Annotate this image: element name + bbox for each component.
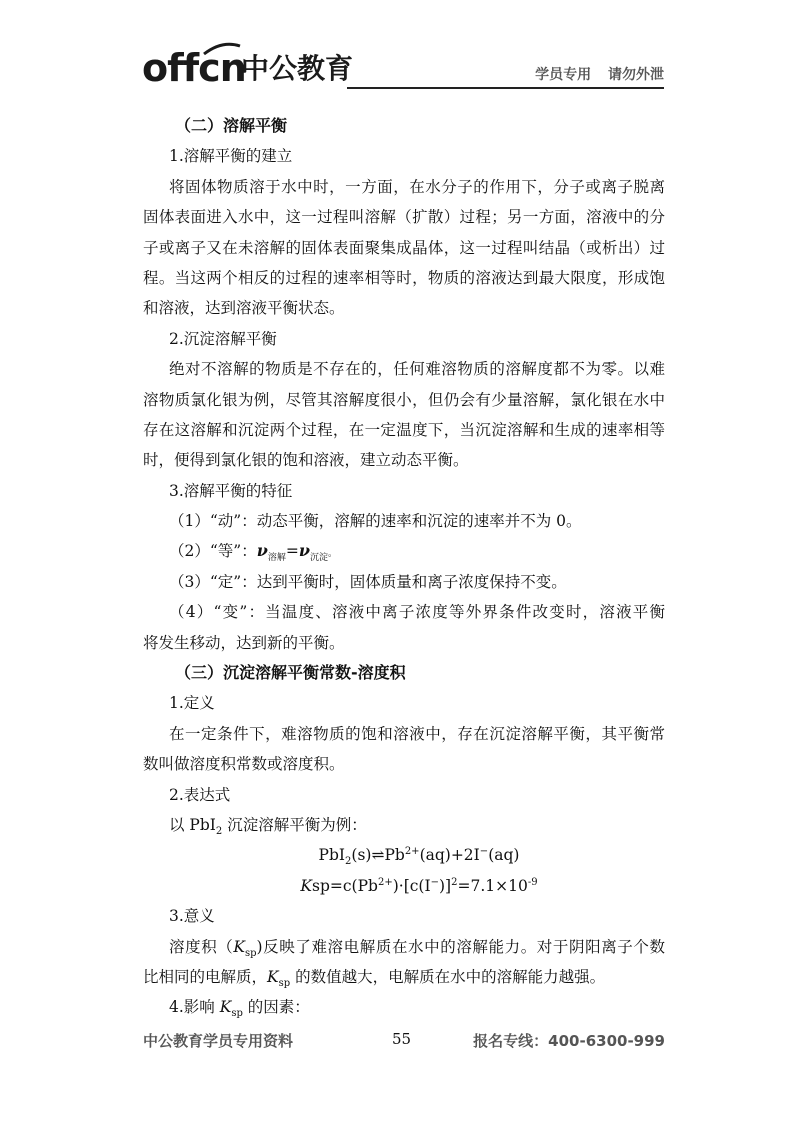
- subscript: sp: [231, 1008, 243, 1020]
- subscript: sp: [244, 947, 257, 959]
- subheading-expression: 2.表达式: [169, 785, 231, 804]
- subscript: 2: [345, 856, 352, 868]
- feature-change-line2: 将发生移动，达到新的平衡。: [143, 633, 345, 652]
- page-content: [143, 111, 665, 1023]
- equals-sign: =: [285, 542, 299, 561]
- text: 的数值越大，电解质在水中的溶解能力越强。: [290, 967, 606, 986]
- subheading-definition: 1.定义: [169, 694, 215, 713]
- subheading-features: 3.溶解平衡的特征: [169, 481, 293, 500]
- subheading-establishment: 1.溶解平衡的建立: [169, 147, 293, 166]
- ksp-symbol: K: [267, 967, 279, 986]
- paragraph-line: 绝对不溶解的物质是不存在的，任何难溶物质的溶解度都不为零。以难: [169, 360, 665, 379]
- meaning-line1: [143, 932, 665, 962]
- eq-text: sp=c(Pb: [312, 876, 378, 895]
- superscript: -9: [527, 876, 538, 888]
- feature-change-line1: （4）“变”：当温度、溶液中离子浓度等外界条件改变时，溶液平衡: [169, 603, 665, 622]
- header-rule: [347, 87, 664, 89]
- eq-text: (aq): [488, 846, 520, 865]
- rate-symbol: ν: [256, 541, 268, 561]
- feature-equal-prefix: （2）“等”：: [169, 542, 257, 561]
- superscript: 2+: [377, 876, 393, 888]
- header-note-no-leak: 请勿外泄: [608, 67, 664, 83]
- subheading-meaning: 3.意义: [169, 907, 215, 926]
- rate-symbol: ν: [298, 541, 310, 561]
- superscript: −: [479, 846, 489, 858]
- text: 比相同的电解质，: [143, 967, 268, 986]
- feature-dynamic: （1）“动”：动态平衡，溶解的速率和沉淀的速率并不为 0。: [169, 512, 582, 531]
- ksp-symbol: K: [219, 998, 232, 1017]
- ksp-symbol: K: [300, 876, 313, 895]
- example-line: [143, 810, 665, 840]
- paragraph-line: 固体表面进入水中，这一过程叫溶解（扩散）过程；另一方面，溶液中的分: [143, 208, 665, 227]
- eq-text: Pb: [384, 846, 405, 865]
- paragraph-line: 子或离子又在未溶解的固体表面聚集成晶体，这一过程叫结晶（或析出）过: [143, 238, 665, 257]
- equilibrium-arrow-icon: ⇌: [371, 846, 385, 865]
- text: )反映了难溶电解质在水中的溶解能力。对于阴阳离子个数: [256, 937, 665, 956]
- text: 的因素：: [242, 998, 310, 1017]
- paragraph-line: 存在这溶解和沉淀两个过程，在一定温度下，当沉淀溶解和生成的速率相等: [143, 420, 665, 439]
- rate-subscript-precipitate: 沉淀: [309, 553, 328, 564]
- meaning-line2: [143, 962, 665, 992]
- ksp-symbol: K: [233, 937, 245, 956]
- paragraph-line: 溶物质氯化银为例，尽管其溶解度很小，但仍会有少量溶解，氯化银在水中: [143, 390, 665, 409]
- eq-text: )]: [438, 876, 452, 895]
- paragraph-line: 程。当这两个相反的过程的速率相等时，物质的溶液达到最大限度，形成饱: [143, 268, 665, 287]
- header-note-students-only: 学员专用: [535, 67, 592, 83]
- section-heading-solubility-product: （三）沉淀溶解平衡常数-溶度积: [175, 663, 406, 683]
- superscript: 2: [451, 876, 458, 888]
- paragraph-line: 将固体物质溶于水中时，一方面，在水分子的作用下，分子或离子脱离: [169, 177, 665, 196]
- section-heading-dissolution-equilibrium: （二）溶解平衡: [175, 116, 288, 135]
- feature-equal: [143, 536, 665, 566]
- footer-material-label: 中公教育学员专用资料: [143, 1032, 294, 1050]
- paragraph-line: 时，便得到氯化银的饱和溶液，建立动态平衡。: [143, 451, 469, 470]
- superscript: 2+: [404, 846, 420, 858]
- feature-fixed: （3）“定”：达到平衡时，固体质量和离子浓度保持不变。: [169, 572, 567, 591]
- subheading-factors: [143, 992, 665, 1022]
- paragraph-line: 数叫做溶度积常数或溶度积。: [143, 755, 345, 774]
- footer-hotline: 报名专线：400-6300-999: [473, 1032, 665, 1050]
- feature-equal-end: 。: [327, 549, 337, 560]
- rate-subscript-dissolve: 溶解: [267, 553, 286, 564]
- logo-latin-text: offcn: [142, 46, 246, 90]
- logo-chinese-text: 中公教育: [241, 52, 354, 85]
- page-number: 55: [392, 1030, 412, 1048]
- superscript: −: [430, 876, 439, 888]
- subscript: sp: [278, 978, 291, 990]
- page-header: [142, 40, 664, 90]
- subscript: 2: [215, 826, 223, 838]
- equation-dissolution: [143, 840, 665, 870]
- subheading-precipitation-equilibrium: 2.沉淀溶解平衡: [169, 329, 277, 348]
- page-footer: [143, 1030, 665, 1054]
- eq-text: (aq)+2I: [419, 846, 480, 865]
- eq-text: )·[c(I: [392, 876, 431, 895]
- text: 溶度积（: [169, 937, 234, 956]
- paragraph-line: 和溶液，达到溶液平衡状态。: [143, 299, 345, 318]
- example-text: 以 PbI: [169, 815, 216, 834]
- example-text: 沉淀溶解平衡为例：: [222, 815, 367, 834]
- header-confidential-note: [535, 64, 664, 84]
- eq-text: PbI: [318, 846, 346, 865]
- text: 4.影响: [169, 998, 220, 1017]
- paragraph-line: 在一定条件下，难溶物质的饱和溶液中，存在沉淀溶解平衡，其平衡常: [169, 724, 665, 743]
- equation-ksp: [143, 871, 665, 901]
- eq-text: (s): [351, 846, 372, 865]
- eq-text: =7.1×10: [457, 876, 528, 895]
